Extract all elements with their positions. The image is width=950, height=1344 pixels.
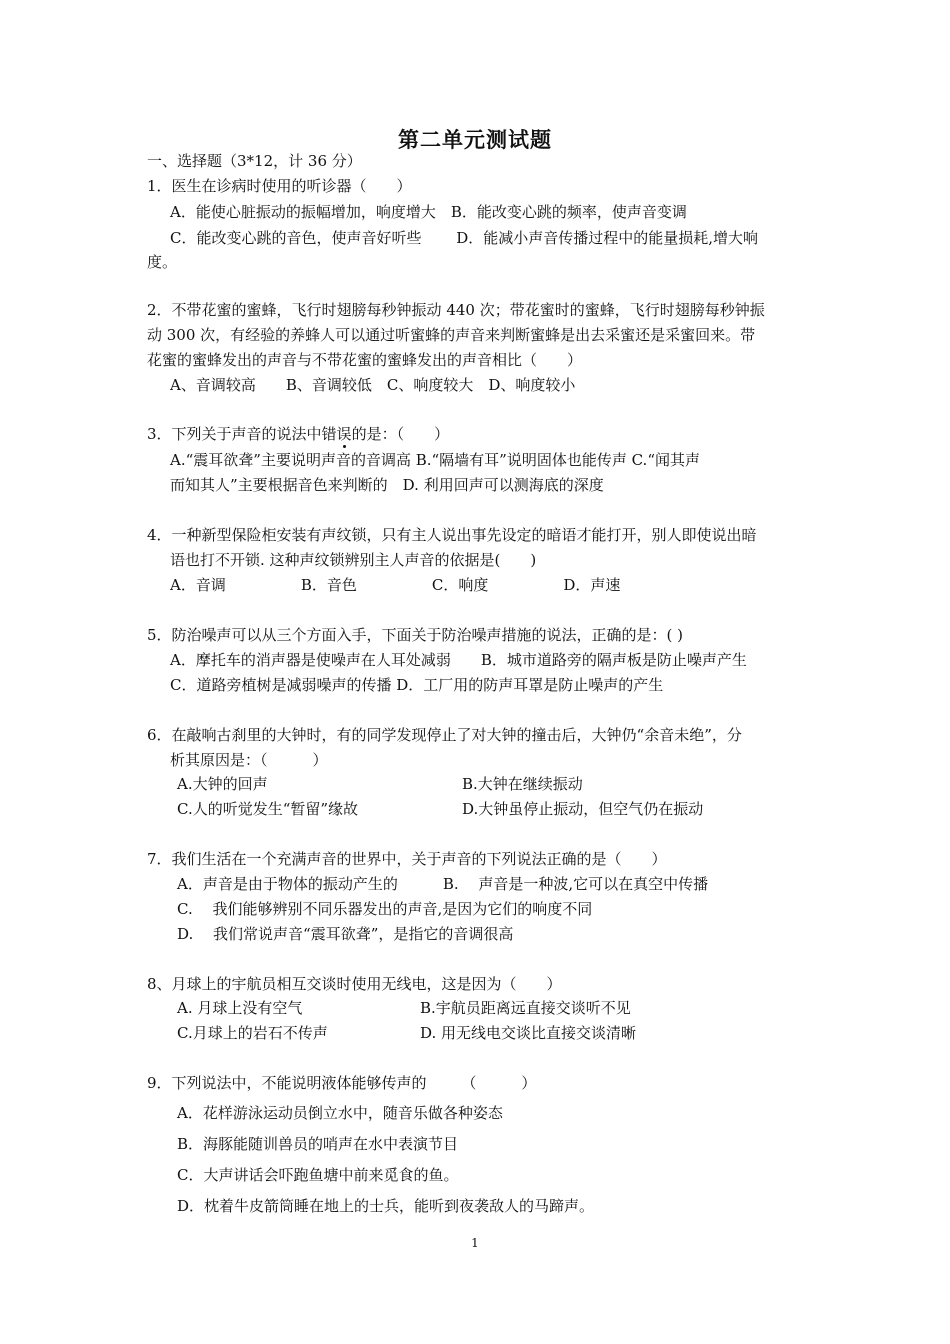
question-6-stem-1: 6．在敲响古刹里的大钟时，有的同学发现停止了对大钟的撞击后，大钟仍“余音未绝”，分 — [147, 726, 742, 744]
question-4-stem-2: 语也打不开锁. 这种声纹锁辨别主人声音的依据是( ) — [170, 551, 537, 569]
question-8-stem: 8、月球上的宇航员相互交谈时使用无线电，这是因为（ ） — [147, 975, 562, 993]
question-1-option-cd: C．能改变心跳的音色，使声音好听些 D．能减小声音传播过程中的能量损耗,增大响 — [170, 229, 759, 247]
question-1-stem: 1．医生在诊病时使用的听诊器（ ） — [147, 177, 412, 195]
question-9-option-c: C．大声讲话会吓跑鱼塘中前来觅食的鱼。 — [177, 1166, 459, 1184]
question-7-option-c: C. 我们能够辨别不同乐器发出的声音,是因为它们的响度不同 — [177, 900, 593, 918]
question-8-option-b: B.宇航员距离远直接交谈听不见 — [420, 999, 631, 1017]
question-1-option-cd-cont: 度。 — [147, 253, 178, 271]
question-9-option-d: D．枕着牛皮箭筒睡在地上的士兵，能听到夜袭敌人的马蹄声。 — [177, 1197, 595, 1215]
question-3-stem-pre: 3．下列关于声音的说法中错 — [147, 425, 337, 443]
question-5-options-1: A．摩托车的消声器是使噪声在人耳处减弱 B．城市道路旁的隔声板是防止噪声产生 — [170, 651, 747, 669]
question-6-option-b: B.大钟在继续振动 — [462, 775, 583, 793]
question-2-stem-3: 花蜜的蜜蜂发出的声音与不带花蜜的蜜蜂发出的声音相比（ ） — [147, 351, 583, 369]
question-1-option-ab: A．能使心脏振动的振幅增加，响度增大 B．能改变心跳的频率，使声音变调 — [170, 203, 687, 221]
question-9-stem: 9．下列说法中，不能说明液体能够传声的 （ ） — [147, 1074, 537, 1092]
question-6-option-c: C.人的听觉发生“暂留”缘故 — [177, 800, 359, 818]
question-6-stem-2: 析其原因是：（ ） — [170, 751, 328, 769]
question-8-option-c: C.月球上的岩石不传声 — [177, 1024, 328, 1042]
page-title: 第二单元测试题 — [398, 128, 552, 152]
question-5-options-2: C．道路旁植树是减弱噪声的传播 D．工厂用的防声耳罩是防止噪声的产生 — [170, 676, 664, 694]
question-3-stem — [147, 424, 449, 444]
question-5-stem: 5．防治噪声可以从三个方面入手，下面关于防治噪声措施的说法，正确的是：( ) — [147, 626, 684, 644]
question-7-options-1: A．声音是由于物体的振动产生的 B. 声音是一种波,它可以在真空中传播 — [177, 875, 709, 893]
question-6-option-d: D.大钟虽停止振动，但空气仍在振动 — [462, 800, 704, 818]
question-2-stem-1: 2．不带花蜜的蜜蜂，飞行时翅膀每秒钟振动 440 次；带花蜜时的蜜蜂，飞行时翅膀每秒钟振 — [147, 301, 765, 319]
question-2-stem-2: 动 300 次，有经验的养蜂人可以通过听蜜蜂的声音来判断蜜蜂是出去采蜜还是采蜜回来。带 — [147, 326, 756, 344]
question-9-option-a: A．花样游泳运动员倒立水中，随音乐做各种姿态 — [177, 1104, 503, 1122]
question-4-stem-1: 4．一种新型保险柜安装有声纹锁，只有主人说出事先设定的暗语才能打开，别人即使说出暗 — [147, 526, 757, 544]
question-9-option-b: B．海豚能随训兽员的哨声在水中表演节目 — [177, 1135, 459, 1153]
question-3-options-2: 而知其人”主要根据音色来判断的 D. 利用回声可以测海底的深度 — [170, 476, 604, 494]
page-number: 1 — [471, 1236, 479, 1250]
question-3-options-1: A.“震耳欲聋”主要说明声音的音调高 B.“隔墙有耳”说明固体也能传声 C.“闻其声 — [170, 451, 700, 469]
question-8-option-a: A. 月球上没有空气 — [177, 999, 303, 1017]
question-6-option-a: A.大钟的回声 — [177, 775, 268, 793]
emphasis-char: 误 — [336, 425, 352, 443]
question-4-options: A．音调 B．音色 C．响度 D．声速 — [170, 576, 621, 594]
section-heading: 一、选择题（3*12，计 36 分） — [147, 152, 362, 170]
question-7-stem: 7．我们生活在一个充满声音的世界中，关于声音的下列说法正确的是（ ） — [147, 850, 667, 868]
question-8-option-d: D. 用无线电交谈比直接交谈清晰 — [420, 1024, 637, 1042]
question-3-stem-post: 的是：（ ） — [351, 425, 450, 443]
question-2-options: A、音调较高 B、音调较低 C、响度较大 D、响度较小 — [170, 376, 576, 394]
question-7-option-d: D. 我们常说声音“震耳欲聋”，是指它的音调很高 — [177, 925, 514, 943]
